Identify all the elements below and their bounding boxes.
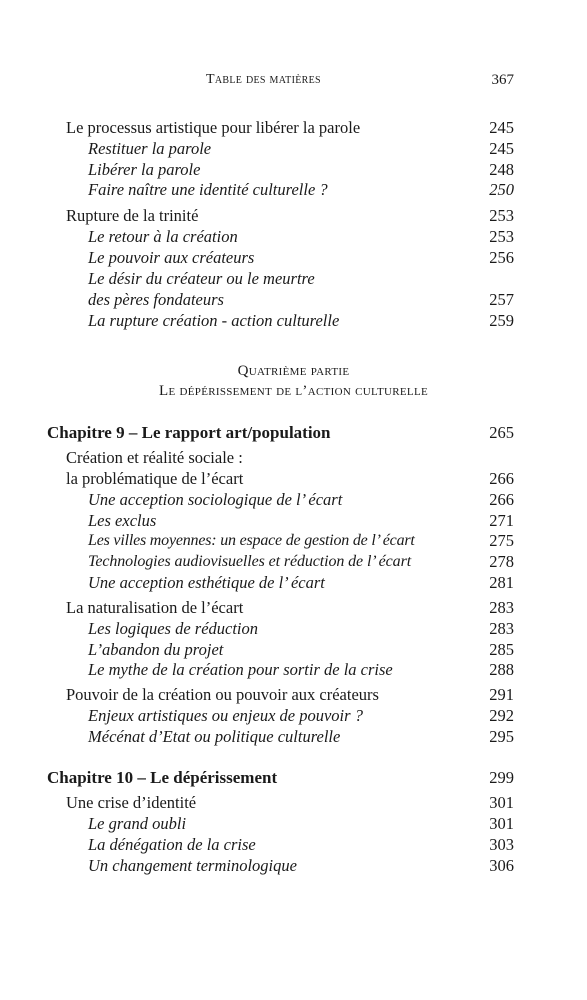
toc-entry: Les exclus (88, 511, 157, 530)
running-title: Table des matières (206, 72, 321, 87)
toc-entry: Les villes moyennes: un espace de gestion de l’ écart (88, 532, 415, 549)
page-header (0, 72, 587, 92)
part-heading: Quatrième partie (237, 363, 350, 379)
toc-entry: Un changement terminologique (88, 856, 297, 875)
toc-entry: Une acception esthétique de l’ écart (88, 573, 325, 592)
toc-entry: des pères fondateurs (88, 290, 224, 309)
chapter-title: Chapitre 9 – Le rapport art/population (47, 423, 331, 442)
toc-section-title: Rupture de la trinité (66, 206, 199, 225)
toc-entry: Restituer la parole (88, 139, 212, 158)
toc-entry: Une acception sociologique de l’ écart (88, 490, 343, 509)
toc-section-title: Création et réalité sociale : (66, 448, 243, 467)
toc-entry: Le pouvoir aux créateurs (88, 248, 255, 267)
toc-entry: La rupture création - action culturelle (88, 311, 340, 330)
toc-entry: Le mythe de la création pour sortir de la crise (88, 660, 393, 679)
part-subheading: Le dépérissement de l’action culturelle (159, 383, 428, 399)
page-number: 367 (491, 72, 514, 88)
toc-entry: Les logiques de réduction (88, 619, 259, 638)
toc-entry: Faire naître une identité culturelle ? (88, 180, 328, 199)
toc-entry: La dénégation de la crise (88, 835, 256, 854)
toc-entry: Libérer la parole (88, 160, 201, 179)
toc-section-title: Le processus artistique pour libérer la parole (66, 118, 361, 137)
toc-section-title: La naturalisation de l’écart (66, 598, 244, 617)
toc-section-title: Pouvoir de la création ou pouvoir aux créateurs (66, 685, 379, 704)
toc-section-title: Une crise d’identité (66, 793, 197, 812)
toc-entry: Technologies audiovisuelles et réduction de l’ écart (88, 553, 412, 570)
chapter-title: Chapitre 10 – Le dépérissement (47, 768, 278, 787)
toc-entry: Le retour à la création (88, 227, 238, 246)
toc-entry: Enjeux artistiques ou enjeux de pouvoir ? (88, 706, 363, 725)
toc-entry: Le désir du créateur ou le meurtre (88, 269, 315, 288)
toc-entry: Mécénat d’Etat ou politique culturelle (88, 727, 341, 746)
toc-entry: L’abandon du projet (88, 640, 224, 659)
toc-entry: Le grand oubli (88, 814, 187, 833)
toc-section-title: la problématique de l’écart (66, 469, 244, 488)
